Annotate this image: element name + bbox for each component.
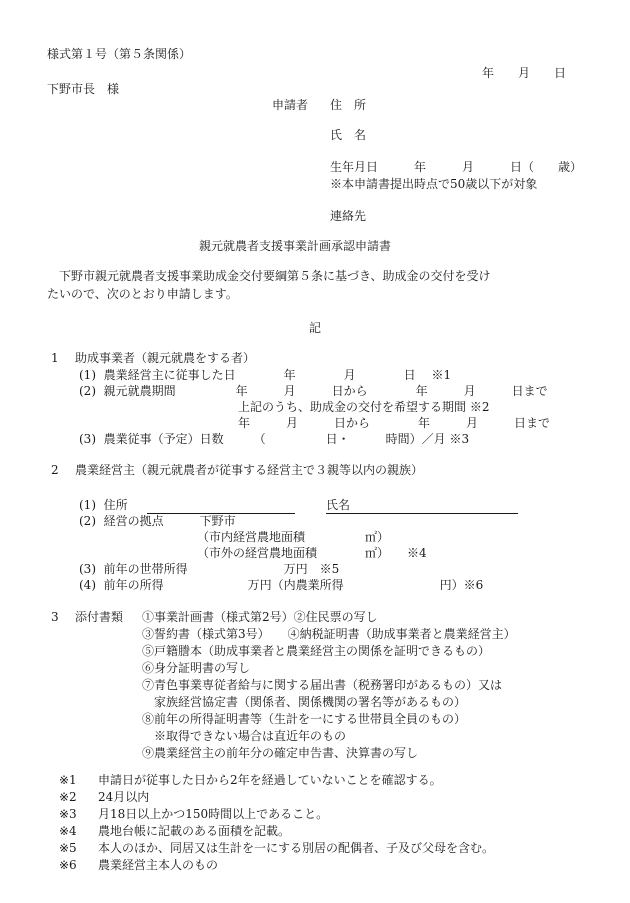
age-eligibility-note: ※本申請書提出時点で50歳以下が対象 [330,177,538,191]
note-mark: ※1 [59,773,77,787]
applicant-address-label: 住 所 [330,98,367,112]
attachment-item: ⑦青色事業専従者給与に関する届出書（税務署印があるもの）又は [142,678,503,692]
date-line: 年 月 日 [482,66,567,80]
section1-item3: (3) 農業従事（予定）日数 （ 日・ 時間）／月 ※3 [79,432,470,446]
attachment-item: ⑨農業経営主の前年分の確定申告書、決算書の写し [142,746,419,760]
section2-item2: (2) 経営の拠点 下野市 [79,514,236,528]
section3-number: 3 [51,610,59,624]
intro-line-2: たいので、次のとおり申請します。 [47,287,238,301]
section2-item2-inner-area: （市内経営農地面積 ㎡） [197,530,390,544]
attachment-item: ⑥身分証明書の写し [142,661,251,675]
section1-heading: 助成事業者（親元就農をする者） [75,351,256,365]
addressee: 下野市長 様 [47,82,120,96]
section1-item1: (1) 農業経営主に従事した日 年 月 日 ※1 [79,368,452,382]
applicant-birth-date: 生年月日 年 月 日（ 歳） [330,160,583,174]
section1-item2: (2) 親元就農期間 年 月 日から 年 月 日まで [79,384,548,398]
section2-number: 2 [51,463,59,477]
attachment-item: ※取得できない場合は直近年のもの [142,729,347,743]
applicant-name-label: 氏 名 [330,128,367,142]
document-title: 親元就農者支援事業計画承認申請書 [199,239,392,253]
attachment-item: ①事業計画書（様式第2号）②住民票の写し [142,610,378,624]
section2-item3: (3) 前年の世帯所得 万円 ※5 [79,562,340,576]
note-text: 申請日が従事した日から2年を経過していないことを確認する。 [98,773,442,787]
note-text: 農業経営主本人のもの [98,858,219,872]
intro-line-1: 下野市親元就農者支援事業助成金交付要綱第５条に基づき、助成金の交付を受け [59,269,491,283]
section1-number: 1 [51,351,59,365]
note-mark: ※2 [59,790,77,804]
note-text: 本人のほか、同居又は生計を一にする別居の配偶者、子及び父母を含む。 [98,841,495,855]
note-mark: ※3 [59,807,77,821]
ki-marker: 記 [309,321,322,335]
section2-item1-name-label: 氏名 [326,498,351,512]
section2-item2-outer-area: （市外の経営農地面積 ㎡） ※4 [197,546,427,560]
attachment-item: ⑧前年の所得証明書等（生計を一にする世帯員全員のもの） [142,712,467,726]
attachment-item: ③誓約書（様式第3号） ④納税証明書（助成事業者と農業経営主） [142,627,516,641]
section2-item4: (4) 前年の所得 万円（内農業所得 円）※6 [79,578,484,592]
name-underline [326,513,518,514]
note-text: 24月以内 [98,790,150,804]
note-text: 農地台帳に記載のある面積を記載。 [98,824,291,838]
applicant-label: 申請者 [272,98,309,112]
section2-item1-address-label: (1) 住所 [79,498,128,512]
section1-item2-period: 年 月 日から 年 月 日まで [238,416,551,430]
note-mark: ※5 [59,841,77,855]
applicant-contact-label: 連絡先 [330,209,367,223]
attachment-item: 家族経営協定書（関係者、関係機関の署名等があるもの） [142,695,467,709]
section2-heading: 農業経営主（親元就農者が従事する経営主で３親等以内の親族） [75,463,424,477]
form-number: 様式第１号（第５条関係） [47,47,192,61]
note-mark: ※6 [59,858,77,872]
note-mark: ※4 [59,824,77,838]
attachment-item: ⑤戸籍謄本（助成事業者と農業経営主の関係を証明できるもの） [142,644,491,658]
section3-label: 添付書類 [75,610,124,624]
section1-item2-note: 上記のうち、助成金の交付を希望する期間 ※2 [238,400,490,414]
note-text: 月18日以上かつ150時間以上であること。 [98,807,329,821]
